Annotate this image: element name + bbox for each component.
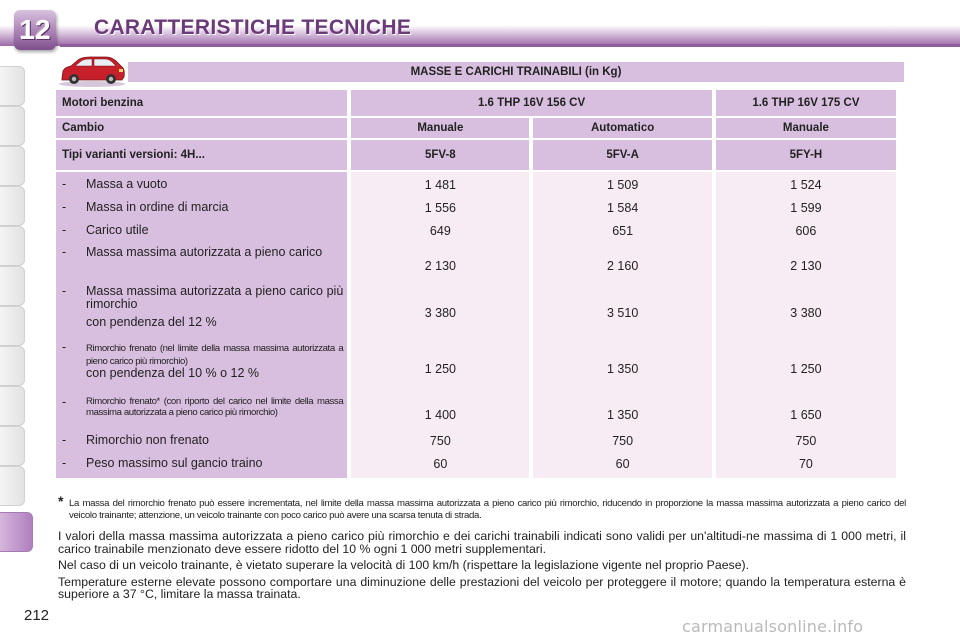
chapter-tabs	[0, 66, 30, 626]
row-sublabel: con pendenza del 10 % o 12 %	[86, 366, 260, 380]
row-label: Rimorchio frenato (nel limite della massa massima autorizzata a pieno carico più rimorchio)	[86, 343, 344, 367]
value-cell: 1 650	[790, 408, 822, 422]
gearbox-name: Manuale	[716, 118, 896, 138]
value-cell: 651	[612, 224, 634, 238]
value-cell: 2 130	[790, 258, 822, 273]
chapter-number: 12	[19, 14, 51, 45]
row-label: Massa in ordine di marcia	[86, 200, 229, 214]
row-sublabel: con pendenza del 12 %	[86, 315, 217, 329]
value-cell: 1 250	[790, 361, 822, 376]
notes	[58, 530, 906, 605]
page-number: 212	[24, 607, 50, 624]
row-label: Massa a vuoto	[86, 177, 168, 191]
value-cell: 1 524	[790, 178, 822, 192]
paragraph: I valori della massa massima autorizzata a pieno carico più rimorchio e dei carichi trainabili indicati sono validi per un'altitudi-ne massima di 1 000 metri, il carico trainabile menzionato deve essere ridotto del 10 % ogni 1 000 metri supplementari.	[58, 529, 906, 556]
row-label: Rimorchio non frenato	[86, 433, 209, 447]
specs-table	[52, 88, 900, 480]
list-item: - Rimorchio frenato (nel limite della massa massima autorizzata a pieno carico più rimorchio) con pendenza del 10 % o 12 %	[62, 340, 344, 380]
values-column	[716, 172, 896, 478]
value-cell: 750	[795, 434, 817, 448]
car-icon	[56, 54, 128, 88]
value-cell: 649	[429, 224, 451, 238]
table-body-row	[56, 172, 896, 478]
list-item: - Rimorchio non frenato	[62, 434, 343, 457]
list-item: - Carico utile	[62, 224, 343, 246]
list-item: - Massa a vuoto	[62, 178, 343, 201]
footnote-star: *	[58, 493, 64, 509]
chapter-tab[interactable]	[0, 226, 25, 266]
chapter-tab[interactable]	[0, 66, 25, 106]
list-item: - Rimorchio frenato* (con riporto del carico nel limite della massa massima autorizzata a pieno carico più rimorchio)	[62, 396, 343, 434]
chapter-tab[interactable]	[0, 466, 25, 506]
value-cell: 70	[798, 457, 813, 471]
paragraph: Temperature esterne elevate possono comportare una diminuzione delle prestazioni del veicolo per proteggere il motore; quando la temperatura esterna è superiore a 37 °C, limitare la massa trainata.	[58, 574, 906, 602]
values-column	[533, 172, 711, 478]
list-item: - Massa massima autorizzata a pieno carico	[62, 246, 343, 285]
gearbox-name: Automatico	[533, 118, 711, 138]
chapter-tab[interactable]	[0, 106, 25, 146]
row-label: Rimorchio frenato* (con riporto del carico nel limite della massa massima autorizzata a pieno carico più rimorchio)	[86, 396, 344, 418]
header-rule	[60, 44, 960, 47]
page-title: CARATTERISTICHE TECNICHE	[94, 16, 412, 39]
watermark: carmanualsonline.info	[682, 617, 864, 636]
gearbox-label: Cambio	[56, 118, 347, 138]
chapter-tab[interactable]	[0, 186, 25, 226]
value-cell: 3 380	[424, 306, 456, 320]
variant-code: 5FV-8	[351, 140, 529, 170]
gearbox-name: Manuale	[351, 118, 529, 138]
value-cell: 1 250	[424, 361, 456, 376]
values-column	[351, 172, 529, 478]
list-item: - Peso massimo sul gancio traino	[62, 457, 343, 474]
engine-header-row	[56, 90, 896, 116]
chapter-badge	[14, 10, 56, 50]
list-item: - Massa massima autorizzata a pieno carico più rimorchio con pendenza del 12 %	[62, 284, 344, 329]
chapter-tab[interactable]	[0, 346, 25, 386]
value-cell: 1 556	[424, 201, 456, 215]
value-cell: 3 510	[606, 306, 639, 320]
value-cell: 750	[612, 434, 634, 448]
value-cell: 1 599	[790, 201, 822, 215]
value-cell: 60	[615, 457, 630, 471]
chapter-tab[interactable]	[0, 146, 25, 186]
value-cell: 2 130	[424, 258, 456, 273]
value-cell: 1 481	[424, 178, 456, 192]
value-cell: 1 350	[606, 361, 639, 376]
engine-label: Motori benzina	[56, 90, 347, 116]
list-item: - Massa in ordine di marcia	[62, 201, 343, 224]
paragraph: Nel caso di un veicolo trainante, è vietato superare la velocità di 100 km/h (rispettare la legislazione vigente nel proprio Paese).	[58, 558, 750, 573]
variant-code: 5FV-A	[533, 140, 711, 170]
engine-name: 1.6 THP 16V 156 CV	[351, 90, 712, 116]
row-label: Massa massima autorizzata a pieno carico più rimorchio	[86, 284, 344, 311]
row-label: Carico utile	[86, 223, 149, 237]
row-label: Peso massimo sul gancio traino	[86, 456, 263, 470]
footnote	[58, 493, 906, 521]
value-cell: 60	[433, 457, 448, 471]
value-cell: 2 160	[606, 258, 639, 273]
variants-header-row	[56, 140, 896, 170]
value-cell: 1 584	[606, 201, 639, 215]
gearbox-header-row	[56, 118, 896, 138]
variant-code: 5FY-H	[716, 140, 896, 170]
value-cell: 3 380	[790, 306, 822, 320]
chapter-tab-active[interactable]	[0, 512, 33, 552]
table-title: MASSE E CARICHI TRAINABILI (in Kg)	[128, 62, 904, 82]
chapter-tab[interactable]	[0, 426, 25, 466]
footnote-text: La massa del rimorchio frenato può essere incrementata, nel limite della massa massima autorizzata a pieno carico più rimorchio, riducendo in proporzione la massa massima autorizzata a pieno carico del veicolo trainante; attenzione, un veicolo trainante con poco carico può avere una scarsa tenuta di strada.	[69, 498, 906, 521]
row-labels-cell	[56, 172, 347, 478]
chapter-tab[interactable]	[0, 306, 25, 346]
engine-name: 1.6 THP 16V 175 CV	[716, 90, 896, 116]
chapter-tab[interactable]	[0, 266, 25, 306]
value-cell: 750	[429, 434, 451, 448]
value-cell: 1 350	[606, 408, 639, 422]
value-cell: 1 509	[606, 178, 639, 192]
value-cell: 606	[795, 224, 817, 238]
row-label: Massa massima autorizzata a pieno carico	[86, 245, 323, 259]
chapter-tab[interactable]	[0, 386, 25, 426]
value-cell: 1 400	[424, 408, 456, 422]
variants-label: Tipi varianti versioni: 4H...	[56, 140, 347, 170]
